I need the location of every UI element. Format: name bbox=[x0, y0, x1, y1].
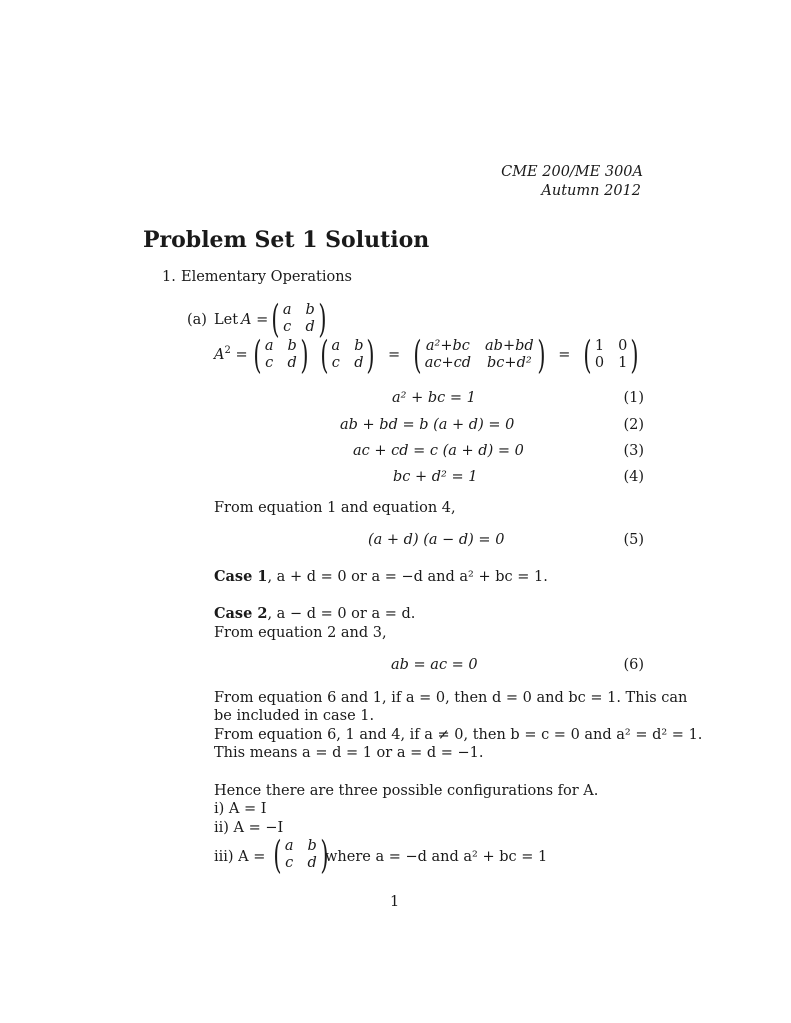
config-iii-prefix: iii) A = bbox=[214, 849, 266, 865]
equation-number: (4) bbox=[623, 469, 644, 485]
case-1-text: , a + d = 0 or a = −d and a² + bc = 1. bbox=[267, 569, 548, 585]
identity-cell: 1 bbox=[618, 355, 628, 371]
case-2-label: Case 2 bbox=[214, 605, 268, 622]
product-cell: a²+bc bbox=[425, 338, 470, 354]
case-1 bbox=[214, 568, 548, 586]
equation-6: ab = ac = 0 bbox=[391, 657, 478, 673]
a-lhs: A = bbox=[241, 312, 269, 328]
matrix-cell: a bbox=[331, 338, 341, 354]
from-eq-1-4: From equation 1 and equation 4, bbox=[214, 500, 456, 516]
equation-number: (2) bbox=[623, 417, 644, 433]
equation-1: a² + bc = 1 bbox=[392, 390, 476, 406]
config-iii-suffix: where a = −d and a² + bc = 1 bbox=[325, 849, 548, 865]
matrix-cell: b bbox=[287, 338, 297, 354]
matrix-cell: a bbox=[284, 838, 294, 854]
product-cell: ab+bd bbox=[485, 338, 534, 354]
equation-4: bc + d² = 1 bbox=[393, 469, 478, 485]
product-cell: bc+d² bbox=[487, 355, 532, 371]
matrix-a-cell: d bbox=[305, 319, 315, 335]
identity-cell: 1 bbox=[594, 338, 605, 354]
course-code: CME 200/ME 300A bbox=[501, 164, 643, 180]
matrix-cell: b bbox=[354, 338, 364, 354]
equation-number: (3) bbox=[623, 443, 644, 459]
section-number: 1. bbox=[162, 269, 176, 285]
paragraph-line: be included in case 1. bbox=[214, 708, 375, 724]
page-number: 1 bbox=[390, 894, 400, 910]
matrix-cell: b bbox=[307, 838, 317, 854]
matrix-cell: c bbox=[265, 355, 274, 371]
matrix-cell: d bbox=[354, 355, 364, 371]
equation-number: (1) bbox=[623, 390, 644, 406]
equation-2: ab + bd = b (a + d) = 0 bbox=[340, 417, 515, 433]
case-2-text: , a − d = 0 or a = d. bbox=[267, 606, 416, 622]
matrix-cell: c bbox=[331, 355, 340, 371]
equation-number: (5) bbox=[623, 532, 644, 548]
config-ii: ii) A = −I bbox=[214, 820, 284, 836]
part-a-label: (a) bbox=[187, 312, 207, 328]
matrix-cell: c bbox=[285, 855, 294, 871]
hence-text: Hence there are three possible configurations for A. bbox=[214, 783, 599, 799]
matrix-cell: a bbox=[264, 338, 274, 354]
identity-cell: 0 bbox=[618, 338, 628, 354]
matrix-cell: d bbox=[287, 355, 297, 371]
matrix-a-cell: a bbox=[282, 302, 292, 318]
case-1-label: Case 1 bbox=[214, 568, 268, 585]
config-iii-matrix: ( a b c d ) bbox=[273, 833, 329, 877]
section-label: Elementary Operations bbox=[181, 269, 352, 285]
paragraph-line: From equation 6, 1 and 4, if a ≠ 0, then b = c = 0 and a² = d² = 1. bbox=[214, 727, 703, 743]
a2-lhs: $A^2$ = bbox=[214, 345, 248, 363]
a2-expression: ( a b c d ) ( a b c d ) = ( a²+bc ab+bd ac+cd bc+d² ) = ( 1 0 0 1 ) bbox=[253, 333, 639, 377]
product-cell: ac+cd bbox=[424, 355, 472, 371]
case-2 bbox=[214, 605, 415, 623]
let-text: Let bbox=[214, 312, 239, 328]
config-i: i) A = I bbox=[214, 801, 267, 817]
page-title: Problem Set 1 Solution bbox=[143, 227, 430, 253]
paragraph-line: This means a = d = 1 or a = d = −1. bbox=[214, 745, 484, 761]
matrix-cell: d bbox=[307, 855, 317, 871]
term: Autumn 2012 bbox=[541, 183, 641, 199]
paragraph-line: From equation 6 and 1, if a = 0, then d = 0 and bc = 1. This can bbox=[214, 690, 688, 706]
matrix-a: ( a b c d ) bbox=[271, 297, 327, 341]
from-eq-2-3: From equation 2 and 3, bbox=[214, 625, 387, 641]
matrix-a-cell: b bbox=[305, 302, 315, 318]
identity-cell: 0 bbox=[594, 355, 605, 371]
equation-3: ac + cd = c (a + d) = 0 bbox=[353, 443, 524, 459]
equation-number: (6) bbox=[623, 657, 644, 673]
equation-5: (a + d) (a − d) = 0 bbox=[368, 532, 505, 548]
matrix-a-cell: c bbox=[283, 319, 292, 335]
